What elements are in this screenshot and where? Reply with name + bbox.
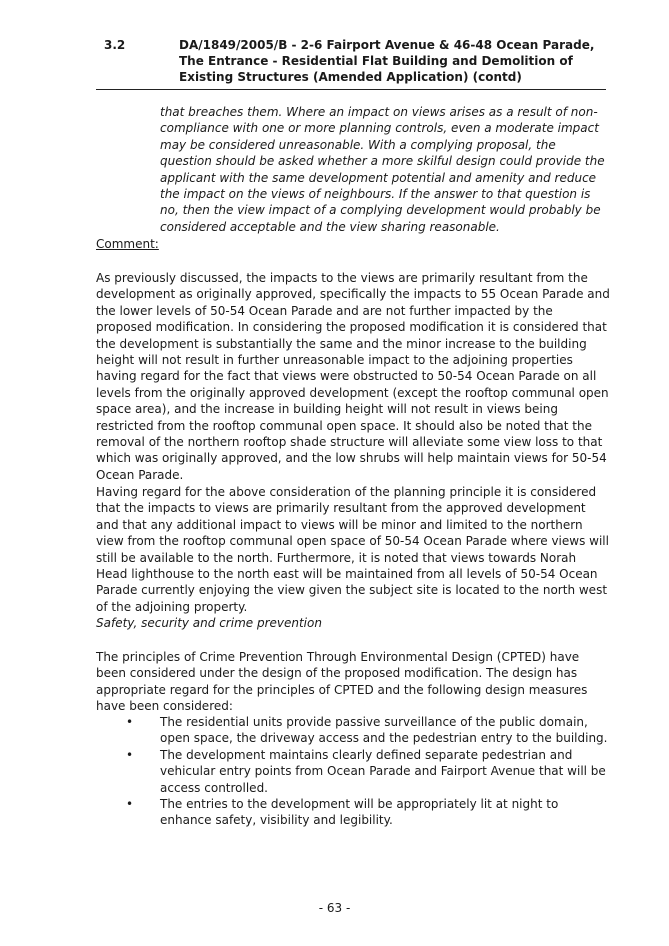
quoted-planning-principle: that breaches them. Where an impact on views arises as a result of non-compliance with one or more planning controls, even a moderate impact may be considered unreasonable. With a complying proposal, the question should be asked whether a more skilful design could provide the applicant with the same development potential and amenity and reduce the impact on the views of neighbours. If the answer to that question is no, then the view impact of a complying development would probably be considered acceptable and the view sharing reasonable. (160, 105, 605, 234)
safety-heading: Safety, security and crime prevention (96, 616, 322, 630)
list-item-text: The entries to the development will be appropriately lit at night to enhance safety, visibility and legibility. (160, 797, 559, 828)
list-item (96, 747, 611, 796)
comment-heading: Comment: (96, 237, 159, 251)
cpted-measures-list (96, 714, 611, 829)
paragraph-cpted: The principles of Crime Prevention Through Environmental Design (CPTED) have been considered under the design of the proposed modification. The design has appropriate regard for the principles of CPTED and the following design measures have been considered: (96, 650, 588, 714)
list-item-text: The development maintains clearly defined separate pedestrian and vehicular entry points from Ocean Parade and Fairport Avenue that will be access controlled. (160, 747, 606, 795)
list-item-text: The residential units provide passive surveillance of the public domain, open space, the driveway access and the pedestrian entry to the building. (160, 715, 608, 746)
bullet-icon: • (126, 747, 134, 762)
page-header (96, 37, 606, 90)
list-item (96, 714, 611, 747)
bullet-icon: • (126, 715, 134, 729)
page-number: - 63 - (318, 901, 351, 915)
item-number: 3.2 (104, 38, 126, 52)
paragraph-planning-principle-conclusion: Having regard for the above consideration of the planning principle it is considered that the impacts to views are primarily resultant from the approved development and that any additional impact to views will be minor and limited to the northern view from the rooftop communal open space of 50-54 Ocean Parade where views will still be available to the north. Furthermore, it is noted that views towards Norah Head lighthouse to the north east will be maintained from all levels of 50-54 Ocean Parade currently enjoying the view given the subject site is located to the north west of the adjoining property. (96, 485, 609, 614)
paragraph-views-impact: As previously discussed, the impacts to the views are primarily resultant from the development as originally approved, specifically the impacts to 55 Ocean Parade and the lower levels of 50-54 Ocean Parade and are not further impacted by the proposed modification. In considering the proposed modification it is considered that the development is substantially the same and the minor increase to the building height will not result in further unreasonable impact to the adjoining properties having regard for the fact that views were obstructed to 50-54 Ocean Parade on all levels from the originally approved development (except the rooftop communal open space area), and the increase in building height will not result in views being restricted from the rooftop communal open space. It should also be noted that the removal of the northern rooftop shade structure will alleviate some view loss to that which was originally approved, and the low shrubs will help maintain views for 50-54 Ocean Parade. (96, 271, 610, 482)
list-item (96, 796, 611, 829)
bullet-icon: • (126, 797, 134, 812)
item-title: DA/1849/2005/B - 2-6 Fairport Avenue & 46-48 Ocean Parade, The Entrance - Residential Flat Building and Demolition of Existing Structures (Amended Application) (contd) (179, 38, 595, 84)
